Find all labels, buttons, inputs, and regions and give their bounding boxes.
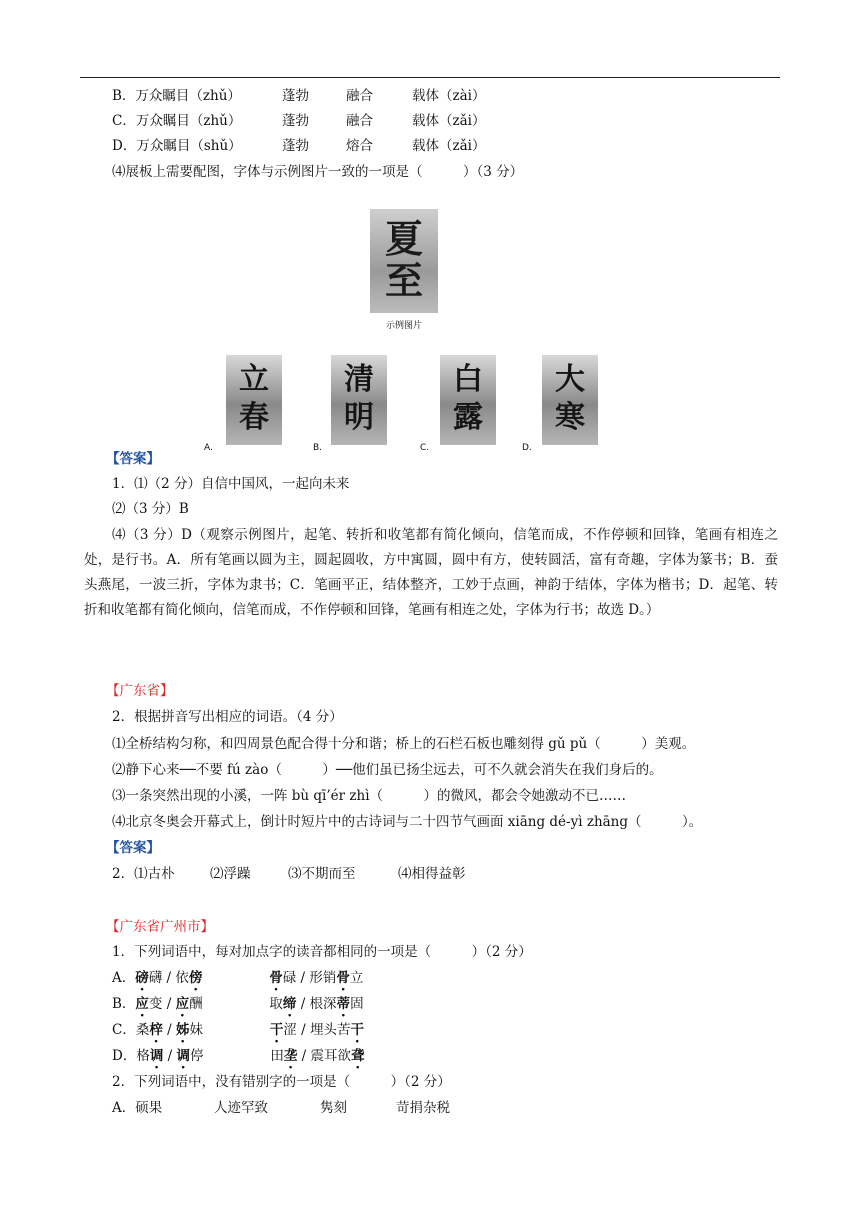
option-d-label: D. [522, 443, 532, 453]
section-guangdong: 【广东省】 [106, 683, 174, 699]
answer-1-2: ⑵（3 分）B [112, 501, 189, 517]
option-b-image: 清 明 [331, 355, 387, 445]
answer-tag: 【答案】 [106, 451, 160, 467]
option-a-image: 立 春 [226, 355, 282, 445]
option-c-line: C．万众瞩目（zhǔ） 蓬勃 融合 载体（zǎi） [112, 113, 486, 129]
gz-question-2: 2．下列词语中，没有错别字的一项是（ ）（2 分） [112, 1074, 451, 1090]
gz-row-c: C．桑梓 / 姊妹 干涩 / 埋头苦干 [112, 1022, 364, 1038]
answer-1-1: 1．⑴（2 分）自信中国风，一起向未来 [112, 476, 350, 492]
sample-image: 夏 至 [370, 209, 438, 313]
option-c-image: 白 露 [440, 355, 496, 445]
gd-item-2: ⑵静下心来──不要 fú zào（ ）──他们虽已扬尘远去，可不久就会消失在我们身后的。 [112, 762, 663, 778]
question-4: ⑷展板上需要配图，字体与示例图片一致的一项是（ ）（3 分） [112, 164, 524, 180]
calligraphy-figure [200, 203, 612, 455]
section-guangzhou: 【广东省广州市】 [106, 919, 214, 935]
option-d-line: D．万众瞩目（shǔ） 蓬勃 熔合 载体（zǎi） [112, 138, 486, 154]
sample-caption: 示例图片 [386, 321, 423, 331]
option-b-label: B. [313, 443, 323, 453]
gz-q2-option-a: A．硕果 人迹罕致 隽刻 苛捐杂税 [112, 1100, 450, 1116]
option-a-label: A. [204, 443, 213, 453]
option-c-label: C. [420, 443, 430, 453]
gd-answers: 2．⑴古朴 ⑵浮躁 ⑶不期而至 ⑷相得益彰 [112, 866, 466, 882]
option-d-image: 大 寒 [542, 355, 598, 445]
answer-1-4: ⑷（3 分）D（观察示例图片，起笔、转折和收笔都有简化倾向，信笔而成，不作停顿和回锋，笔画有相连之处，是行书。A．所有笔画以圆为主，圆起圆收，方中寓圆，圆中有方，使转圆活，富有奇趣，字体为篆书；B．蚕头燕尾，一波三折，字体为隶书；C．笔画平正，结体整齐，工妙于点画，神韵于结体，字体为楷书；D．起笔、转折和收笔都有简化倾向，信笔而成，不作停顿和回锋，笔画有相连之处，字体为行书；故选 D。） [84, 527, 778, 618]
gz-row-a: A．磅礴 / 依傍 骨碌 / 形销骨立 [112, 970, 364, 986]
gd-question: 2．根据拼音写出相应的词语。（4 分） [112, 709, 343, 725]
option-b-line: B．万众瞩目（zhǔ） 蓬勃 融合 载体（zài） [112, 88, 486, 104]
gd-item-3: ⑶一条突然出现的小溪，一阵 bù qī’ér zhì（ ）的微风，都会令她激动不已…… [112, 788, 627, 804]
gz-row-b: B．应变 / 应酬 取缔 / 根深蒂固 [112, 996, 364, 1012]
gd-item-1: ⑴全桥结构匀称，和四周景色配合得十分和谐；桥上的石栏石板也雕刻得 gǔ pǔ（ ）美观。 [112, 736, 696, 752]
gz-row-d: D．格调 / 调停 田垄 / 震耳欲聋 [112, 1048, 365, 1064]
gz-question-1: 1．下列词语中，每对加点字的读音都相同的一项是（ ）（2 分） [112, 944, 532, 960]
gd-answer-tag: 【答案】 [106, 840, 160, 856]
gd-item-4: ⑷北京冬奥会开幕式上，倒计时短片中的古诗词与二十四节气画面 xiāng dé-yì zhāng（ ）。 [112, 814, 703, 830]
header-rule [80, 77, 780, 78]
